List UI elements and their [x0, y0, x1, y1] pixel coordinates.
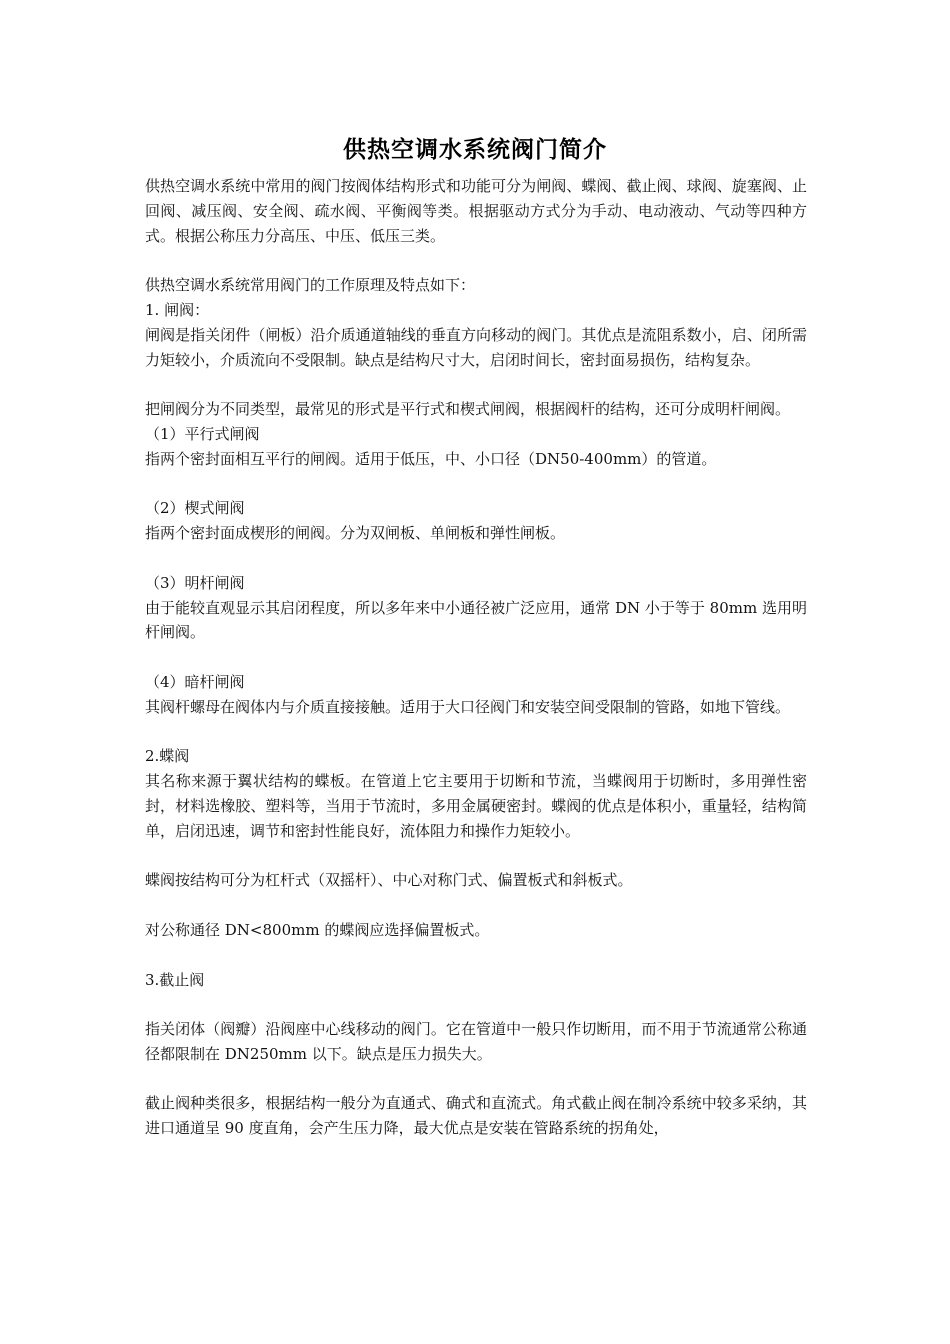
paragraph: 其阀杆螺母在阀体内与介质直接接触。适用于大口径阀门和安装空间受限制的管路，如地下管线。: [145, 697, 791, 716]
blank-line: [145, 1067, 807, 1092]
paragraph: 其名称来源于翼状结构的蝶板。在管道上它主要用于切断和节流，当蝶阀用于切断时，多用弹性密封，材料选橡胶、塑料等，当用于节流时，多用金属硬密封。蝶阀的优点是体积小，重量轻，结构简单，启闭迅速，调节和密封性能良好，流体阻力和操作力矩较小。: [145, 772, 807, 840]
paragraph: 3.截止阀: [145, 970, 205, 989]
blank-line: [145, 844, 807, 869]
blank-line: [145, 248, 807, 273]
paragraph: （2）楔式闸阀: [145, 499, 245, 518]
blank-line: [145, 992, 807, 1017]
paragraph: 把闸阀分为不同类型，最常见的形式是平行式和楔式闸阀，根据阀杆的结构，还可分成明杆闸阀。: [145, 400, 791, 419]
paragraph: 2.蝶阀: [145, 747, 190, 766]
paragraph: （1）平行式闸阀: [145, 424, 260, 443]
paragraph: 对公称通径 DN<800mm 的蝶阀应选择偏置板式。: [145, 920, 490, 939]
paragraph: 供热空调水系统常用阀门的工作原理及特点如下：: [145, 276, 476, 295]
paragraph: 指两个密封面相互平行的闸阀。适用于低压，中、小口径（DN50-400mm）的管道。: [145, 449, 717, 468]
paragraph: 截止阀种类很多，根据结构一般分为直通式、确式和直流式。角式截止阀在制冷系统中较多采纳，其进口通道呈 90 度直角，会产生压力降，最大优点是安装在管路系统的拐角处，: [145, 1094, 807, 1138]
paragraph: 蝶阀按结构可分为杠杆式（双摇杆）、中心对称门式、偏置板式和斜板式。: [145, 871, 633, 890]
blank-line: [145, 720, 807, 745]
document-body: [145, 174, 807, 1141]
blank-line: [145, 943, 807, 968]
blank-line: [145, 546, 807, 571]
paragraph: 指两个密封面成楔形的闸阀。分为双闸板、单闸板和弹性闸板。: [145, 524, 566, 543]
blank-line: [145, 645, 807, 670]
paragraph: （4）暗杆闸阀: [145, 672, 245, 691]
paragraph: 1. 闸阀：: [145, 300, 210, 319]
paragraph: 供热空调水系统中常用的阀门按阀体结构形式和功能可分为闸阀、蝶阀、截止阀、球阀、旋塞阀、止回阀、减压阀、安全阀、疏水阀、平衡阀等类。根据驱动方式分为手动、电动液动、气动等四种方式。根据公称压力分高压、中压、低压三类。: [145, 177, 807, 245]
blank-line: [145, 372, 807, 397]
blank-line: [145, 472, 807, 497]
paragraph: （3）明杆闸阀: [145, 573, 245, 592]
paragraph: 指关闭体（阀瓣）沿阀座中心线移动的阀门。它在管道中一般只作切断用，而不用于节流通常公称通径都限制在 DN250mm 以下。缺点是压力损失大。: [145, 1020, 807, 1063]
blank-line: [145, 893, 807, 918]
page-title: 供热空调水系统阀门简介: [343, 137, 607, 163]
paragraph: 闸阀是指关闭件（闸板）沿介质通道轴线的垂直方向移动的阀门。其优点是流阻系数小，启、闭所需力矩较小，介质流向不受限制。缺点是结构尺寸大，启闭时间长，密封面易损伤，结构复杂。: [145, 325, 807, 369]
paragraph: 由于能较直观显示其启闭程度，所以多年来中小通径被广泛应用，通常 DN 小于等于 80mm 选用明杆闸阀。: [145, 598, 807, 642]
